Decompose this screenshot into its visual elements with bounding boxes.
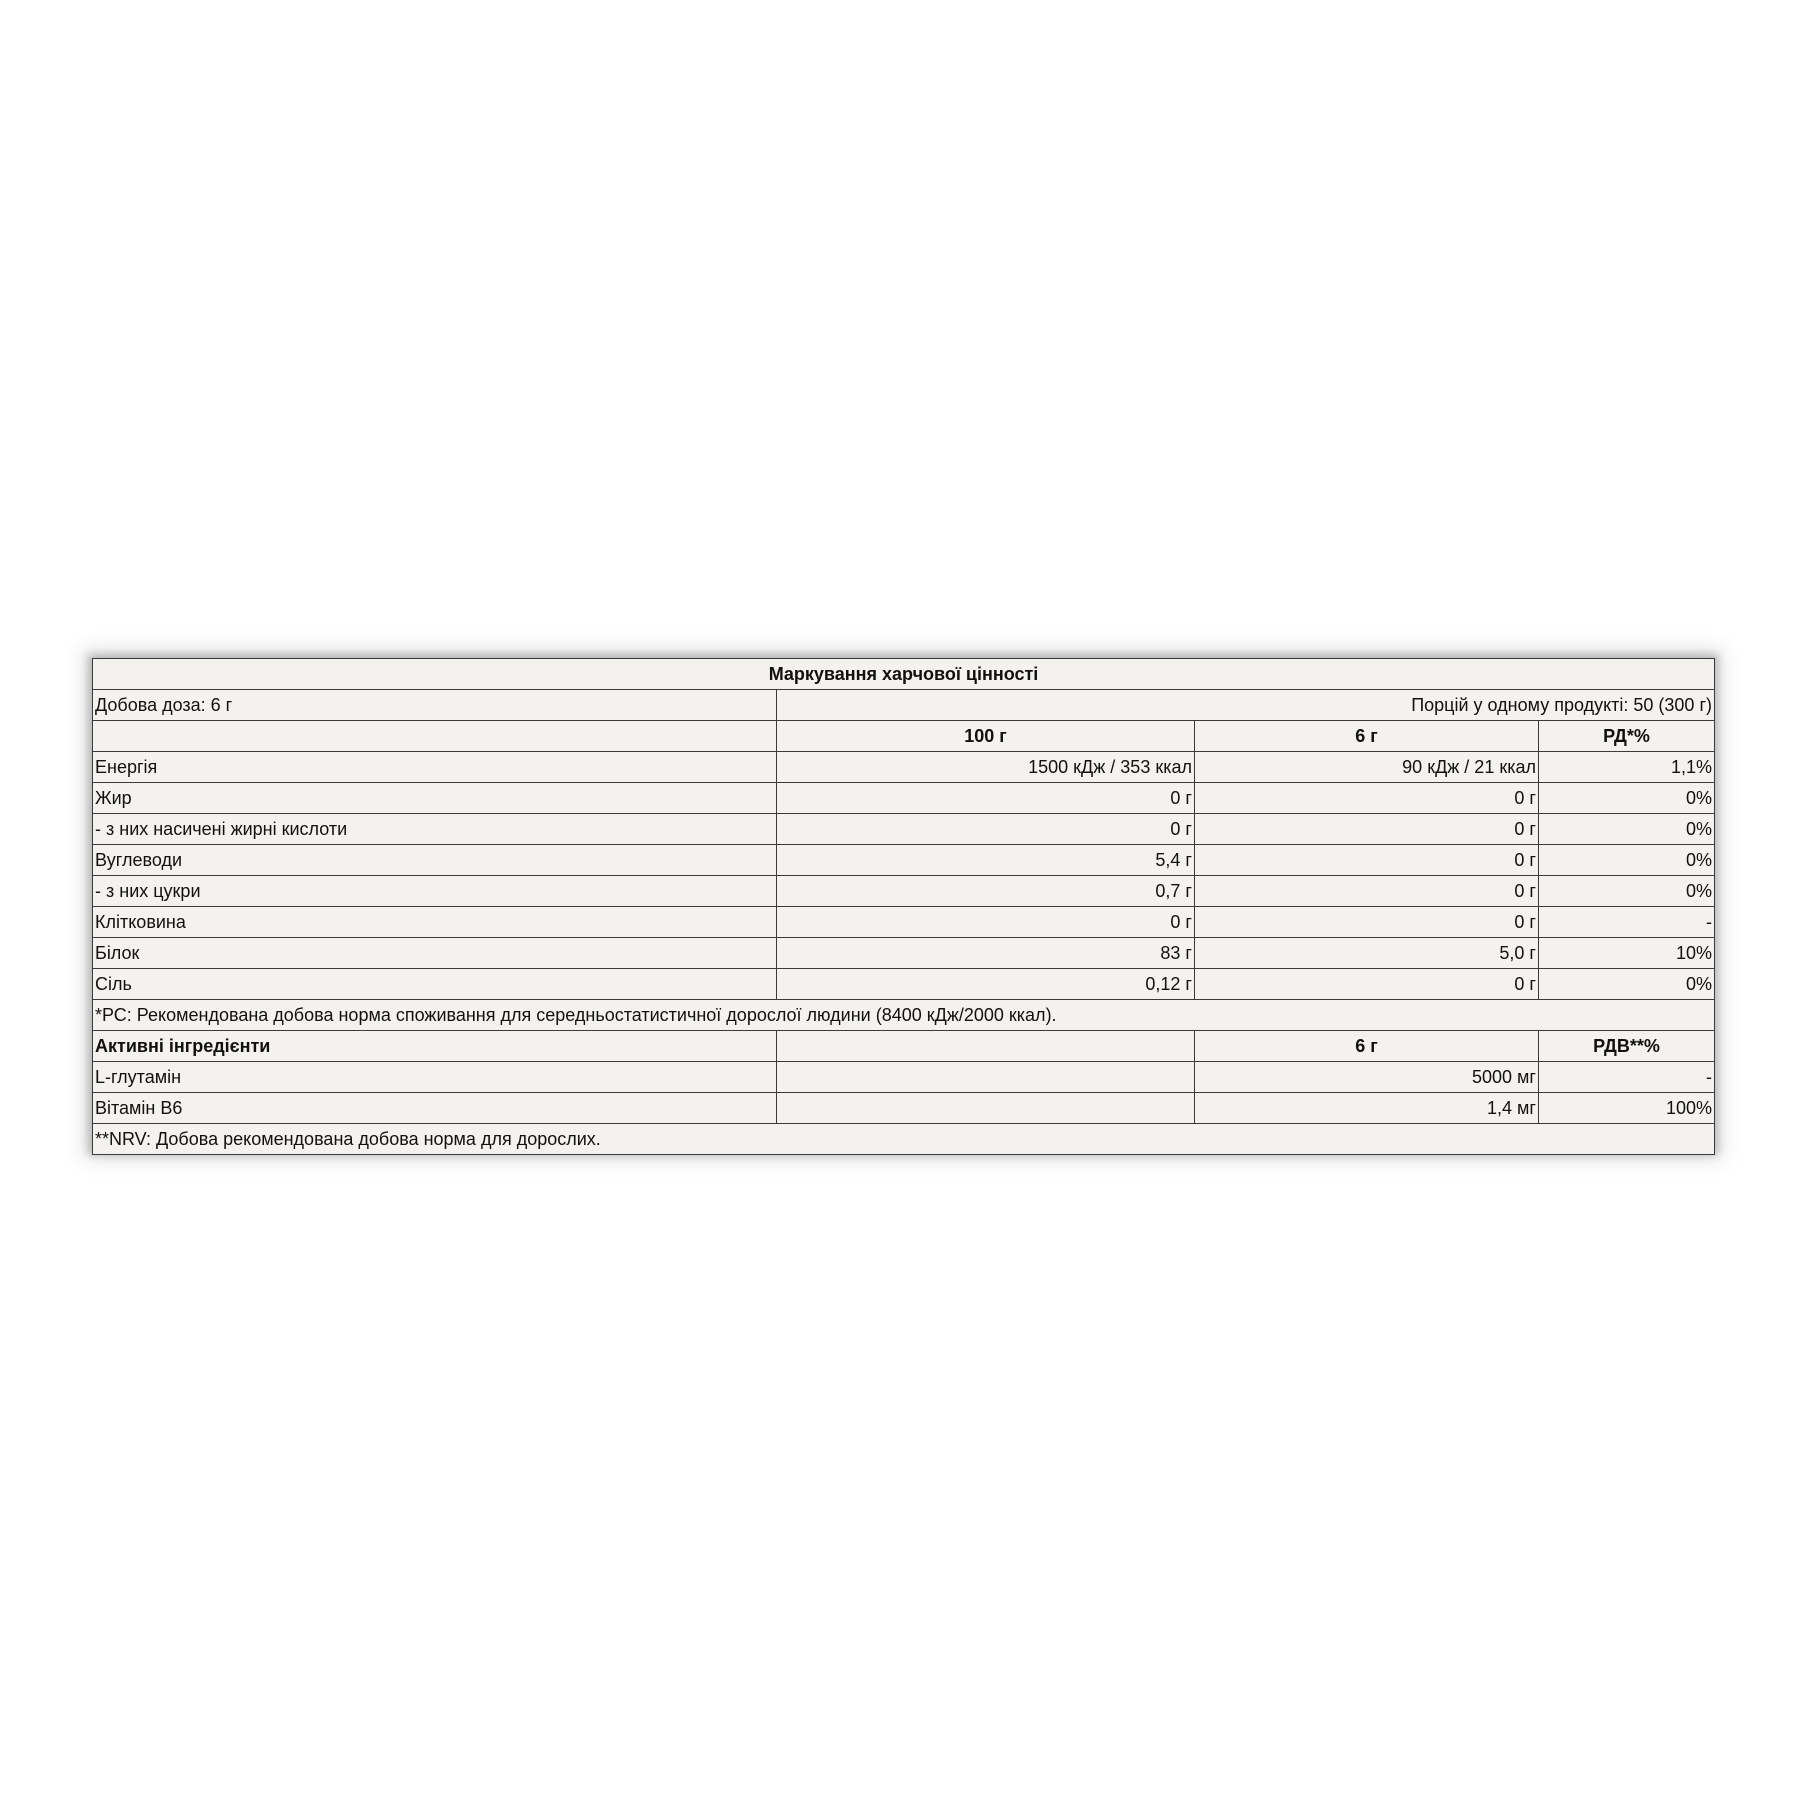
ingredient-name: L-глутамін (93, 1062, 777, 1093)
ingredient-name: Вітамін B6 (93, 1093, 777, 1124)
table-title: Маркування харчової цінності (93, 659, 1715, 690)
footnote-row (93, 1124, 1715, 1155)
ingredient-amount: 5000 мг (1195, 1062, 1539, 1093)
nutrient-name: - з них цукри (93, 876, 777, 907)
ingredient-rdv: 100% (1539, 1093, 1715, 1124)
value-100g: 83 г (777, 938, 1195, 969)
value-100g: 0 г (777, 783, 1195, 814)
nutrition-table (92, 658, 1715, 1155)
header-100g: 100 г (777, 721, 1195, 752)
value-rd: 0% (1539, 783, 1715, 814)
value-100g: 0 г (777, 907, 1195, 938)
table-row (93, 907, 1715, 938)
nutrient-name: Жир (93, 783, 777, 814)
title-row (93, 659, 1715, 690)
table-row (93, 938, 1715, 969)
table-row (93, 752, 1715, 783)
value-rd: 0% (1539, 845, 1715, 876)
value-100g: 0,12 г (777, 969, 1195, 1000)
servings-per-product: Порцій у одному продукті: 50 (300 г) (777, 690, 1715, 721)
daily-dose: Добова доза: 6 г (93, 690, 777, 721)
active-ingredients-header: Активні інгредієнти (93, 1031, 777, 1062)
table-row (93, 1062, 1715, 1093)
footnote-row (93, 1000, 1715, 1031)
value-6g: 90 кДж / 21 ккал (1195, 752, 1539, 783)
ingredient-rdv: - (1539, 1062, 1715, 1093)
value-rd: 0% (1539, 814, 1715, 845)
nutrient-name: Клітковина (93, 907, 777, 938)
footnote-nrv: **NRV: Добова рекомендована добова норма для дорослих. (93, 1124, 1715, 1155)
value-6g: 0 г (1195, 907, 1539, 938)
value-100g: 0,7 г (777, 876, 1195, 907)
value-rd: 1,1% (1539, 752, 1715, 783)
value-6g: 0 г (1195, 814, 1539, 845)
table-row (93, 814, 1715, 845)
footnote-rs: *РС: Рекомендована добова норма споживання для середньостатистичної дорослої людини (8400 кДж/2000 ккал). (93, 1000, 1715, 1031)
nutrient-name: Вуглеводи (93, 845, 777, 876)
table-row (93, 1093, 1715, 1124)
value-6g: 0 г (1195, 845, 1539, 876)
value-100g: 5,4 г (777, 845, 1195, 876)
table-row (93, 845, 1715, 876)
active-header-row (93, 1031, 1715, 1062)
value-100g: 0 г (777, 814, 1195, 845)
value-rd: 0% (1539, 876, 1715, 907)
column-header-row (93, 721, 1715, 752)
value-6g: 5,0 г (1195, 938, 1539, 969)
value-100g: 1500 кДж / 353 ккал (777, 752, 1195, 783)
value-rd: 10% (1539, 938, 1715, 969)
value-6g: 0 г (1195, 876, 1539, 907)
value-rd: - (1539, 907, 1715, 938)
header-rd: РД*% (1539, 721, 1715, 752)
header-6g: 6 г (1195, 721, 1539, 752)
table-row (93, 876, 1715, 907)
active-empty-cell (777, 1062, 1195, 1093)
header-empty-cell (93, 721, 777, 752)
active-empty-cell (777, 1093, 1195, 1124)
active-empty-cell (777, 1031, 1195, 1062)
active-header-rdv: РДВ**% (1539, 1031, 1715, 1062)
ingredient-amount: 1,4 мг (1195, 1093, 1539, 1124)
table-row (93, 783, 1715, 814)
nutrient-name: Білок (93, 938, 777, 969)
nutrient-name: Сіль (93, 969, 777, 1000)
nutrient-name: Енергія (93, 752, 777, 783)
value-6g: 0 г (1195, 783, 1539, 814)
nutrition-label (92, 658, 1714, 1151)
nutrient-name: - з них насичені жирні кислоти (93, 814, 777, 845)
table-row (93, 969, 1715, 1000)
dose-row (93, 690, 1715, 721)
value-rd: 0% (1539, 969, 1715, 1000)
value-6g: 0 г (1195, 969, 1539, 1000)
active-header-6g: 6 г (1195, 1031, 1539, 1062)
